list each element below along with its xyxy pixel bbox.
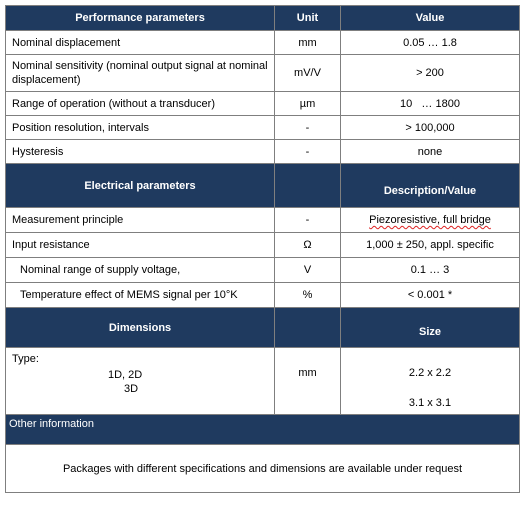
performance-header-param: Performance parameters [6, 6, 275, 31]
param-cell: Input resistance [6, 233, 275, 258]
unit-cell: % [275, 283, 341, 308]
dimensions-header-value: Size [341, 308, 520, 348]
value-cell: none [341, 140, 520, 164]
performance-header-row [6, 6, 520, 31]
type-label: Type: [12, 353, 39, 365]
other-header: Other information [6, 415, 520, 445]
value-cell: 0.05 … 1.8 [341, 31, 520, 55]
value-cell: 10 … 1800 [341, 92, 520, 116]
param-cell: Measurement principle [6, 208, 275, 233]
size-cell [341, 348, 520, 415]
unit-cell: Ω [275, 233, 341, 258]
unit-cell: mm [275, 31, 341, 55]
type-1d-2d: 1D, 2D [108, 369, 143, 381]
other-header-row [6, 415, 520, 445]
param-cell: Nominal range of supply voltage, [6, 258, 275, 283]
dimensions-header-row [6, 308, 520, 348]
table-row [6, 31, 520, 55]
unit-cell: - [275, 140, 341, 164]
electrical-header-row [6, 164, 520, 208]
table-row [6, 283, 520, 308]
table-row [6, 92, 520, 116]
type-3d: 3D [124, 383, 139, 395]
table-row [6, 55, 520, 92]
table-row [6, 140, 520, 164]
other-note-row [6, 445, 520, 493]
other-note: Packages with different specifications and dimensions are available under request [6, 445, 520, 493]
performance-header-value: Value [341, 6, 520, 31]
table-row [6, 116, 520, 140]
unit-cell: mm [275, 348, 341, 415]
unit-cell: - [275, 116, 341, 140]
dimensions-header-unit [275, 308, 341, 348]
param-cell: Nominal sensitivity (nominal output signal at nominal displacement) [6, 55, 275, 92]
electrical-header-unit [275, 164, 341, 208]
dimensions-header-param: Dimensions [6, 308, 275, 348]
unit-cell: V [275, 258, 341, 283]
dimensions-row [6, 348, 520, 415]
unit-cell: µm [275, 92, 341, 116]
electrical-header-param: Electrical parameters [6, 164, 275, 208]
table-row [6, 233, 520, 258]
value-cell [341, 208, 520, 233]
performance-header-unit: Unit [275, 6, 341, 31]
param-cell: Hysteresis [6, 140, 275, 164]
size-3d: 3.1 x 3.1 [408, 397, 452, 409]
table-row [6, 208, 520, 233]
param-cell: Temperature effect of MEMS signal per 10°K [6, 283, 275, 308]
specification-table [5, 5, 520, 493]
value-cell: < 0.001 * [341, 283, 520, 308]
value-cell: > 100,000 [341, 116, 520, 140]
unit-cell: - [275, 208, 341, 233]
param-cell: Range of operation (without a transducer) [6, 92, 275, 116]
spellcheck-word: Piezoresistive, full bridge [369, 214, 491, 226]
value-cell: 1,000 ± 250, appl. specific [341, 233, 520, 258]
param-cell: Nominal displacement [6, 31, 275, 55]
size-1d-2d: 2.2 x 2.2 [408, 367, 452, 379]
electrical-header-value: Description/Value [341, 164, 520, 208]
value-cell: 0.1 … 3 [341, 258, 520, 283]
type-cell [6, 348, 275, 415]
param-cell: Position resolution, intervals [6, 116, 275, 140]
unit-cell: mV/V [275, 55, 341, 92]
value-cell: > 200 [341, 55, 520, 92]
table-row [6, 258, 520, 283]
